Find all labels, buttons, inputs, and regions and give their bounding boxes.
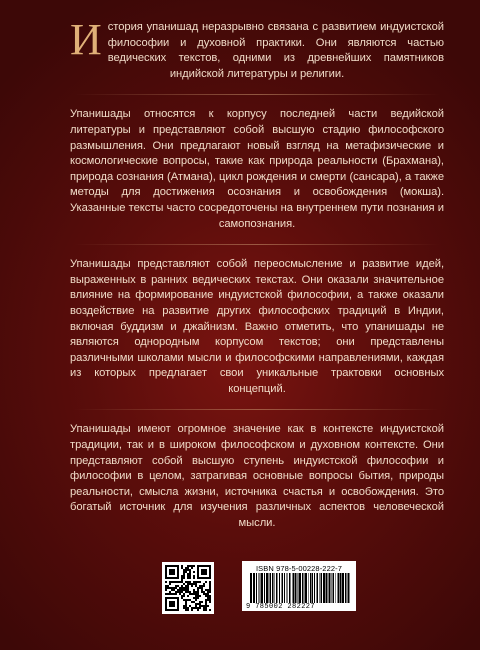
qr-code-icon	[162, 562, 214, 614]
paragraph-intro-text: стория упанишад неразрывно связана с развитием индуистской философии и духовной практики. Они являются частью ведических текстов, одними из древнейших памятников индийской литературы и религии.	[107, 21, 444, 80]
divider	[74, 409, 440, 410]
divider	[74, 94, 440, 95]
paragraph-corpus: Упанишады относятся к корпусу последней части ведийской литературы и представляют собой высшую стадию философского размышления. Они предлагают новый взгляд на метафизические и космологические вопросы, такие как природа реальности (Брахмана), природа сознания (Атмана), цикл рождения и смерти (сансара), а также методы для достижения осознания и освобождения (мокша). Указанные тексты часто сосредоточены на внутреннем пути познания и самопознания.	[70, 108, 444, 230]
paragraph-significance: Упанишады имеют огромное значение как в контексте индуистской традиции, так и в широком философском и духовном контексте. Они представляют собой высшую ступень индуистской философии и философии в целом, затрагивая основные вопросы бытия, природы реальности, смысла жизни, источника счастья и освобождения. Это богатый источник для изучения различных аспектов человеческой мысли.	[70, 423, 444, 530]
drop-cap: И	[70, 15, 102, 64]
isbn-label: ISBN 978-5-00228-222-7	[255, 564, 342, 573]
paragraph-influence: Упанишады представляют собой переосмысление и развитие идей, выраженных в ранних ведических текстах. Они оказали значительное влияние на формирование индуистской философии, а также оказали воздействие на развитие других философских традиций в Индии, включая буддизм и джайнизм. Важно отметить, что упанишады не являются однородным корпусом текстов; они представлены различными школами мысли и философскими направлениями, каждая из которых предлагает свои уникальные трактовки основных концепций.	[70, 258, 444, 395]
divider	[74, 244, 440, 245]
isbn-digits: 9 785002 282227	[246, 603, 316, 611]
isbn-barcode	[242, 561, 356, 611]
paragraph-intro	[70, 15, 444, 82]
barcode-icon	[246, 573, 352, 603]
